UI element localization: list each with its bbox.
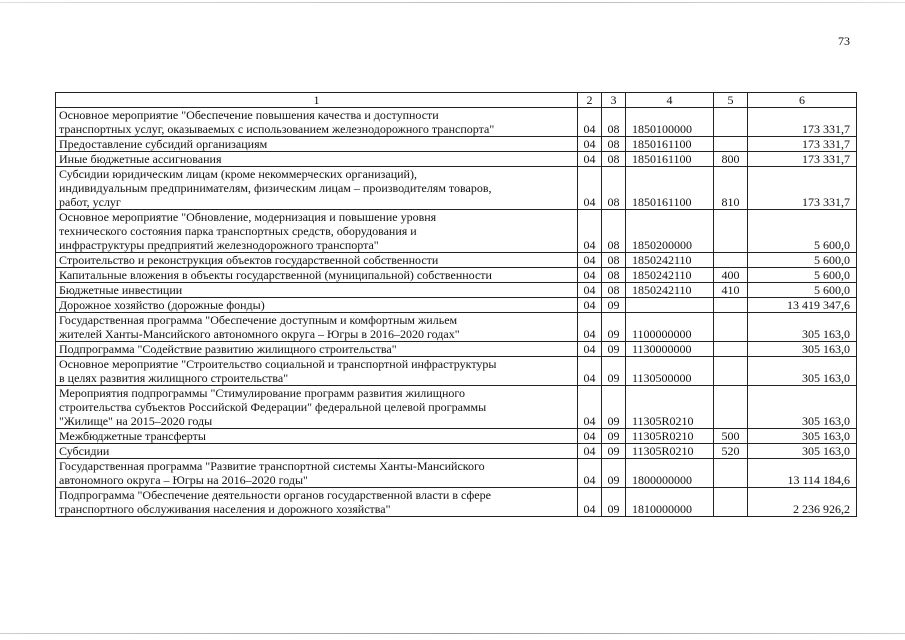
amount-value: 13 419 347,6 [748,298,857,313]
subsection-code: 08 [602,108,626,137]
amount-value: 305 163,0 [748,444,857,459]
table-row [56,429,857,444]
amount-value: 5 600,0 [748,283,857,298]
table-row [56,459,857,488]
amount-value: 173 331,7 [748,152,857,167]
expense-type-code [714,386,748,429]
row-name-line: Субсидии [59,444,110,458]
section-code: 04 [578,313,602,342]
target-article-code: 1850242110 [626,283,714,298]
table-row [56,210,857,253]
amount-value: 2 236 926,2 [748,488,857,517]
row-name-line: транспортных услуг, оказываемых с использованием железнодорожного транспорта" [59,122,495,136]
subsection-code: 09 [602,357,626,386]
expense-type-code: 400 [714,268,748,283]
column-header: 1 [56,93,578,108]
subsection-code: 09 [602,429,626,444]
subsection-code: 09 [602,488,626,517]
section-code: 04 [578,167,602,210]
amount-value: 173 331,7 [748,167,857,210]
table-row [56,108,857,137]
table-row [56,152,857,167]
row-name-line: Мероприятия подпрограммы "Стимулирование программ развития жилищного [59,386,465,400]
table-row [56,488,857,517]
expense-type-code [714,488,748,517]
section-code: 04 [578,253,602,268]
expense-type-code [714,108,748,137]
target-article-code [626,298,714,313]
row-name-line: в целях развития жилищного строительства" [59,371,289,385]
table-row [56,167,857,210]
target-article-code: 1130000000 [626,342,714,357]
expense-type-code: 520 [714,444,748,459]
subsection-code: 08 [602,152,626,167]
amount-value: 5 600,0 [748,253,857,268]
row-name [56,268,578,283]
target-article-code: 1850242110 [626,268,714,283]
row-name [56,298,578,313]
table-row [56,137,857,152]
subsection-code: 09 [602,298,626,313]
table-row [56,283,857,298]
row-name-line: Межбюджетные трансферты [59,429,206,443]
expense-type-code: 500 [714,429,748,444]
table-row [56,298,857,313]
row-name [56,459,578,488]
scan-bottom-edge [0,633,905,634]
target-article-code: 1800000000 [626,459,714,488]
subsection-code: 08 [602,210,626,253]
row-name-line: транспортного обслуживания населения и дорожного хозяйства" [59,502,391,516]
table-row [56,342,857,357]
amount-value: 305 163,0 [748,313,857,342]
section-code: 04 [578,298,602,313]
section-code: 04 [578,429,602,444]
row-name [56,429,578,444]
amount-value: 305 163,0 [748,386,857,429]
amount-value: 305 163,0 [748,342,857,357]
row-name-line: "Жилище" на 2015–2020 годы [59,414,213,428]
column-header: 5 [714,93,748,108]
expense-type-code [714,137,748,152]
expense-type-code [714,342,748,357]
row-name-line: Дорожное хозяйство (дорожные фонды) [59,298,265,312]
amount-value: 173 331,7 [748,137,857,152]
row-name-line: Иные бюджетные ассигнования [59,152,222,166]
row-name-line: Бюджетные инвестиции [59,283,183,297]
row-name [56,152,578,167]
row-name-line: Предоставление субсидий организациям [59,137,268,151]
budget-table [55,92,857,517]
column-header: 6 [748,93,857,108]
column-header: 4 [626,93,714,108]
section-code: 04 [578,444,602,459]
subsection-code: 08 [602,283,626,298]
row-name [56,444,578,459]
subsection-code: 08 [602,137,626,152]
amount-value: 173 331,7 [748,108,857,137]
row-name-line: Подпрограмма "Содействие развитию жилищного строительства" [59,342,397,356]
section-code: 04 [578,357,602,386]
column-header: 3 [602,93,626,108]
row-name-line: строительства субъектов Российской Федерации" федеральной целевой программы [59,400,487,414]
row-name-line: индивидуальным предпринимателям, физическим лицам – производителям товаров, [59,181,492,195]
subsection-code: 09 [602,342,626,357]
row-name-line: технического состояния парка транспортных средств, оборудования и [59,224,417,238]
section-code: 04 [578,152,602,167]
column-number-row [56,93,857,108]
page-number: 73 [838,34,850,48]
target-article-code: 1850100000 [626,108,714,137]
section-code: 04 [578,283,602,298]
row-name [56,488,578,517]
target-article-code: 11305R0210 [626,444,714,459]
amount-value: 13 114 184,6 [748,459,857,488]
target-article-code: 1100000000 [626,313,714,342]
expense-type-code [714,253,748,268]
column-header: 2 [578,93,602,108]
target-article-code: 1850161100 [626,152,714,167]
target-article-code: 1850161100 [626,167,714,210]
section-code: 04 [578,488,602,517]
subsection-code: 09 [602,313,626,342]
section-code: 04 [578,108,602,137]
target-article-code: 1850200000 [626,210,714,253]
row-name [56,210,578,253]
row-name [56,283,578,298]
amount-value: 5 600,0 [748,268,857,283]
row-name [56,313,578,342]
table-row [56,444,857,459]
row-name-line: работ, услуг [59,195,121,209]
budget-table-body [56,93,857,517]
target-article-code: 1850242110 [626,253,714,268]
target-article-code: 1850161100 [626,137,714,152]
expense-type-code [714,357,748,386]
section-code: 04 [578,137,602,152]
row-name-line: Подпрограмма "Обеспечение деятельности органов государственной власти в сфере [59,488,491,502]
row-name-line: Основное мероприятие "Обновление, модернизация и повышение уровня [59,210,437,224]
subsection-code: 09 [602,459,626,488]
table-row [56,313,857,342]
section-code: 04 [578,210,602,253]
expense-type-code [714,210,748,253]
row-name-line: Государственная программа "Развитие транспортной системы Ханты-Мансийского [59,459,485,473]
target-article-code: 1130500000 [626,357,714,386]
row-name-line: инфраструктуры предприятий железнодорожного транспорта" [59,238,379,252]
expense-type-code [714,313,748,342]
amount-value: 5 600,0 [748,210,857,253]
amount-value: 305 163,0 [748,429,857,444]
target-article-code: 11305R0210 [626,429,714,444]
amount-value: 305 163,0 [748,357,857,386]
row-name-line: жителей Ханты-Мансийского автономного округа – Югры в 2016–2020 годах" [59,327,460,341]
row-name-line: Субсидии юридическим лицам (кроме некоммерческих организаций), [59,167,417,181]
row-name-line: Капитальные вложения в объекты государственной (муниципальной) собственности [59,268,492,282]
expense-type-code: 810 [714,167,748,210]
section-code: 04 [578,386,602,429]
row-name-line: Государственная программа "Обеспечение доступным и комфортным жильем [59,313,458,327]
subsection-code: 08 [602,268,626,283]
subsection-code: 09 [602,386,626,429]
table-row [56,357,857,386]
expense-type-code [714,459,748,488]
row-name [56,357,578,386]
subsection-code: 08 [602,253,626,268]
row-name [56,253,578,268]
row-name [56,386,578,429]
row-name-line: автономного округа – Югры на 2016–2020 годы" [59,473,308,487]
row-name [56,342,578,357]
row-name-line: Строительство и реконструкция объектов государственной собственности [59,253,439,267]
table-row [56,386,857,429]
subsection-code: 09 [602,444,626,459]
row-name-line: Основное мероприятие "Обеспечение повышения качества и доступности [59,108,439,122]
table-row [56,268,857,283]
target-article-code: 1810000000 [626,488,714,517]
target-article-code: 11305R0210 [626,386,714,429]
subsection-code: 08 [602,167,626,210]
section-code: 04 [578,342,602,357]
expense-type-code: 410 [714,283,748,298]
section-code: 04 [578,268,602,283]
row-name [56,108,578,137]
scan-top-edge [0,2,905,3]
row-name-line: Основное мероприятие "Строительство социальной и транспортной инфраструктуры [59,357,497,371]
expense-type-code [714,298,748,313]
row-name [56,167,578,210]
expense-type-code: 800 [714,152,748,167]
section-code: 04 [578,459,602,488]
row-name [56,137,578,152]
table-row [56,253,857,268]
